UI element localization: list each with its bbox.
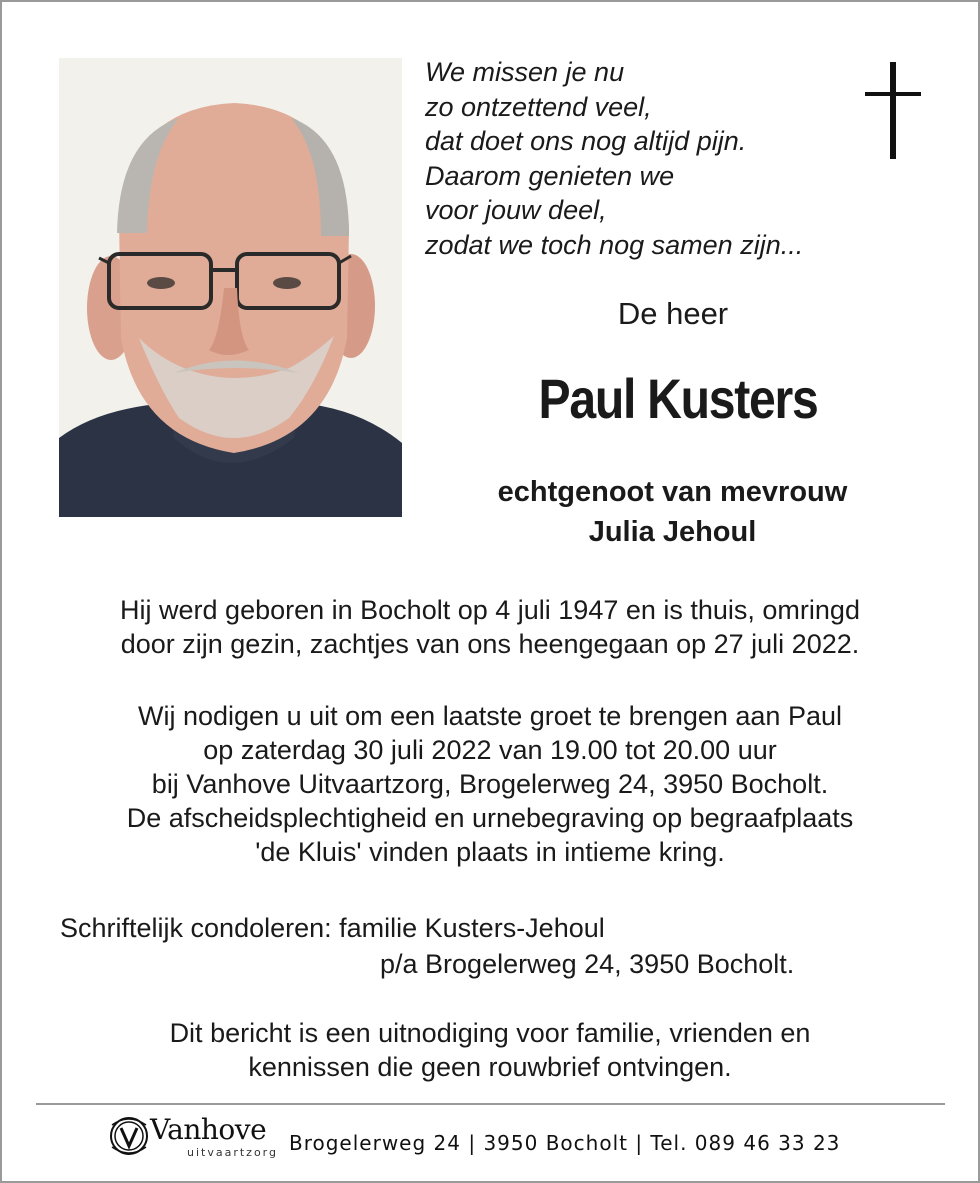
- invitation-line: 'de Kluis' vinden plaats in intieme kring.: [255, 837, 725, 867]
- footer-contact: Brogelerweg 24 | 3950 Bocholt | Tel. 089 46 33 23: [289, 1131, 841, 1155]
- invitation-text: [40, 699, 940, 869]
- poem-line: Daarom genieten we: [425, 160, 675, 191]
- logo-subtitle: uitvaartzorg: [187, 1146, 278, 1159]
- cross-icon: [865, 62, 921, 159]
- announcement-line: Hij werd geboren in Bocholt op 4 juli 1947 en is thuis, omringd: [120, 595, 860, 625]
- notice-line: Dit bericht is een uitnodiging voor familie, vrienden en: [169, 1018, 811, 1048]
- invitation-line: Wij nodigen u uit om een laatste groet te brengen aan Paul: [138, 701, 842, 731]
- vanhove-emblem-icon: [106, 1111, 152, 1161]
- notice-line: kennissen die geen rouwbrief ontvingen.: [248, 1052, 732, 1082]
- poem-line: We missen je nu: [425, 57, 625, 87]
- spouse-name: Julia Jehoul: [588, 516, 757, 548]
- relation-text: echtgenoot van mevrouw: [497, 476, 848, 508]
- memorial-poem: [425, 55, 865, 262]
- announcement-line: door zijn gezin, zachtjes van ons heengegaan op 27 juli 2022.: [120, 629, 860, 659]
- portrait-photo: [59, 58, 402, 517]
- deceased-name: Paul Kusters: [538, 367, 818, 430]
- condolence-address: [60, 910, 794, 982]
- invitation-line: De afscheidsplechtigheid en urnebegraving op begraafplaats: [126, 803, 854, 833]
- invitation-line: op zaterdag 30 juli 2022 van 19.00 tot 20.00 uur: [203, 735, 777, 765]
- honorific: De heer: [617, 296, 729, 331]
- poem-line: dat doet ons nog altijd pijn.: [425, 126, 747, 156]
- death-announcement: [40, 593, 940, 661]
- vanhove-logo: [106, 1111, 276, 1161]
- logo-name: Vanhove: [150, 1113, 267, 1146]
- condolence-line: Schriftelijk condoleren: familie Kusters-Jehoul: [60, 913, 605, 943]
- footer-divider: [36, 1103, 945, 1105]
- poem-line: voor jouw deel,: [425, 195, 607, 225]
- condolence-address-line: p/a Brogelerweg 24, 3950 Bocholt.: [380, 949, 795, 979]
- poem-line: zo ontzettend veel,: [425, 91, 652, 122]
- poem-line: zodat we toch nog samen zijn...: [425, 229, 804, 260]
- notice-text: [40, 1016, 940, 1084]
- invitation-line: bij Vanhove Uitvaartzorg, Brogelerweg 24, 3950 Bocholt.: [151, 769, 829, 799]
